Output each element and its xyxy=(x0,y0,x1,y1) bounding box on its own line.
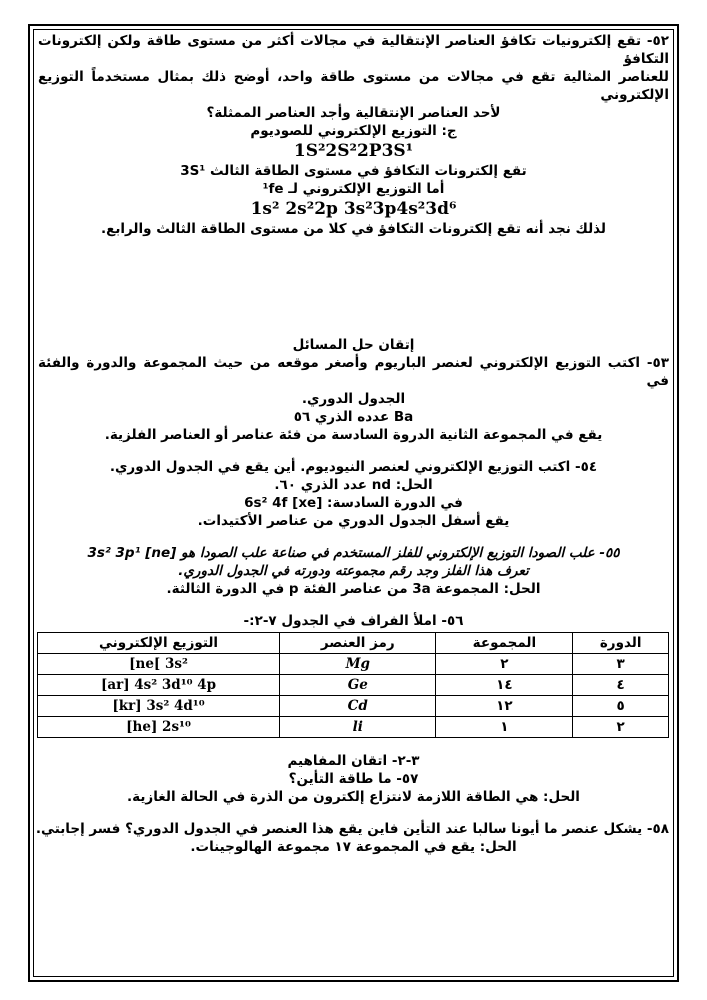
q56-instruction: ٥٦- املأ الفراف في الجدول ٧-٢:- xyxy=(243,613,464,629)
document-body xyxy=(35,32,669,856)
sodium-configuration: 1S²2S²2P3S¹ xyxy=(293,141,414,161)
table-row xyxy=(38,696,669,717)
q54-line-1: ٥٤- اكتب التوزيع الإلكتروني لعنصر النيوديوم. أين يقع في الجدول الدوري. xyxy=(109,459,598,475)
table-row xyxy=(38,717,669,738)
cell-configuration: [ar] 4s² 3d¹⁰ 4p xyxy=(38,675,280,696)
cell-group: ٢ xyxy=(436,654,573,675)
q55-line-1: ٥٥- علب الصودا التوزيع الإلكتروني للفلز المستخدم في صناعة علب الصودا هو [ne] 3s² 3p¹ xyxy=(87,545,620,561)
header-period: الدورة xyxy=(573,633,669,654)
q52-answer-intro: ج: التوزيع الإلكتروني للصوديوم xyxy=(250,123,457,139)
table-row xyxy=(38,654,669,675)
elements-table xyxy=(37,632,669,738)
header-group: المجموعة xyxy=(436,633,573,654)
q53-atomic-number: Ba عدده الذري ٥٦ xyxy=(293,409,414,425)
cell-period: ٣ xyxy=(573,654,669,675)
q54-location: يقع أسفل الجدول الدوري من عناصر الأكتيدات. xyxy=(197,513,510,529)
table-header-row xyxy=(38,633,669,654)
cell-configuration: [ne[ 3s² xyxy=(38,654,280,675)
cell-group: ١٢ xyxy=(436,696,573,717)
cell-period: ٢ xyxy=(573,717,669,738)
header-configuration: التوزيع الإلكتروني xyxy=(38,633,280,654)
q54-period: في الدورة السادسة: [xe] 6s² 4f xyxy=(244,495,463,511)
q52-line-2: للعناصر المثالية تقع في مجالات من مستوى طاقة واحد، أوضح ذلك بمثال مستخدماً التوزيع الإلكتروني xyxy=(38,69,669,103)
cell-period: ٥ xyxy=(573,696,669,717)
cell-symbol: Ge xyxy=(280,675,436,696)
cell-symbol: Cd xyxy=(280,696,436,717)
cell-group: ١٤ xyxy=(436,675,573,696)
concepts-heading: ٣-٢- اتقان المفاهيم xyxy=(287,753,420,769)
header-symbol: رمز العنصر xyxy=(280,633,436,654)
q52-conclusion: لذلك نجد أنه تقع إلكترونات التكافؤ في كلا من مستوى الطاقة الثالث والرابع. xyxy=(100,221,607,237)
q54-solution: الحل: nd عدد الذري ٦٠. xyxy=(274,477,433,493)
cell-configuration: [he] 2s¹⁰ xyxy=(38,717,280,738)
cell-configuration: [kr] 3s² 4d¹⁰ xyxy=(38,696,280,717)
q57-answer: الحل: هي الطاقة اللازمة لانتزاع إلكترون من الذرة في الحالة الغازية. xyxy=(127,789,580,805)
q55-line-2: تعرف هذا الفلز وجد رقم مجموعته ودورته في الجدول الدوري. xyxy=(178,563,529,579)
q52-line-1: ٥٢- تقع إلكترونيات تكافؤ العناصر الإنتقالية في مجالات أكثر من مستوى طاقة ولكن إلكترونات التكافؤ xyxy=(38,33,669,67)
q57-question: ٥٧- ما طاقة التأين؟ xyxy=(288,771,419,787)
q53-line-1: ٥٣- اكتب التوزيع الإلكتروني لعنصر الباريوم وأصغر موقعه من حيث المجموعة والدورة والفئة في xyxy=(38,355,669,389)
q52-fe-intro: أما التوزيع الإلكتروني لـ ¹fe xyxy=(262,181,445,197)
q53-answer: يقع في المجموعة الثانية الدروة السادسة من فئة عناصر أو العناصر الفلزية. xyxy=(104,427,603,443)
cell-period: ٤ xyxy=(573,675,669,696)
q52-line-3: لأحد العناصر الإنتقالية وأجد العناصر الممثلة؟ xyxy=(206,105,501,121)
q58-question: ٥٨- يشكل عنصر ما أيونا سالبا عند التأين فاين يقع هذا العنصر في الجدول الدوري؟ فسر إجابتي. xyxy=(35,821,669,837)
cell-symbol: li xyxy=(280,717,436,738)
q52-valence-line: تقع إلكترونات التكافؤ في مستوى الطاقة الثالث 3S¹ xyxy=(180,163,527,179)
q55-solution: الحل: المجموعة 3a من عناصر الفئة p في الدورة الثالثة. xyxy=(166,581,541,597)
cell-symbol: Mg xyxy=(280,654,436,675)
q58-answer: الحل: يقع في المجموعة ١٧ مجموعة الهالوجينات. xyxy=(190,839,517,855)
table-row xyxy=(38,675,669,696)
mastery-heading: إتقان حل المسائل xyxy=(292,337,415,353)
iron-configuration: 1s² 2s²2p 3s²3p4s²3d⁶ xyxy=(250,199,457,219)
cell-group: ١ xyxy=(436,717,573,738)
q53-line-2: الجدول الدوري. xyxy=(301,391,406,407)
